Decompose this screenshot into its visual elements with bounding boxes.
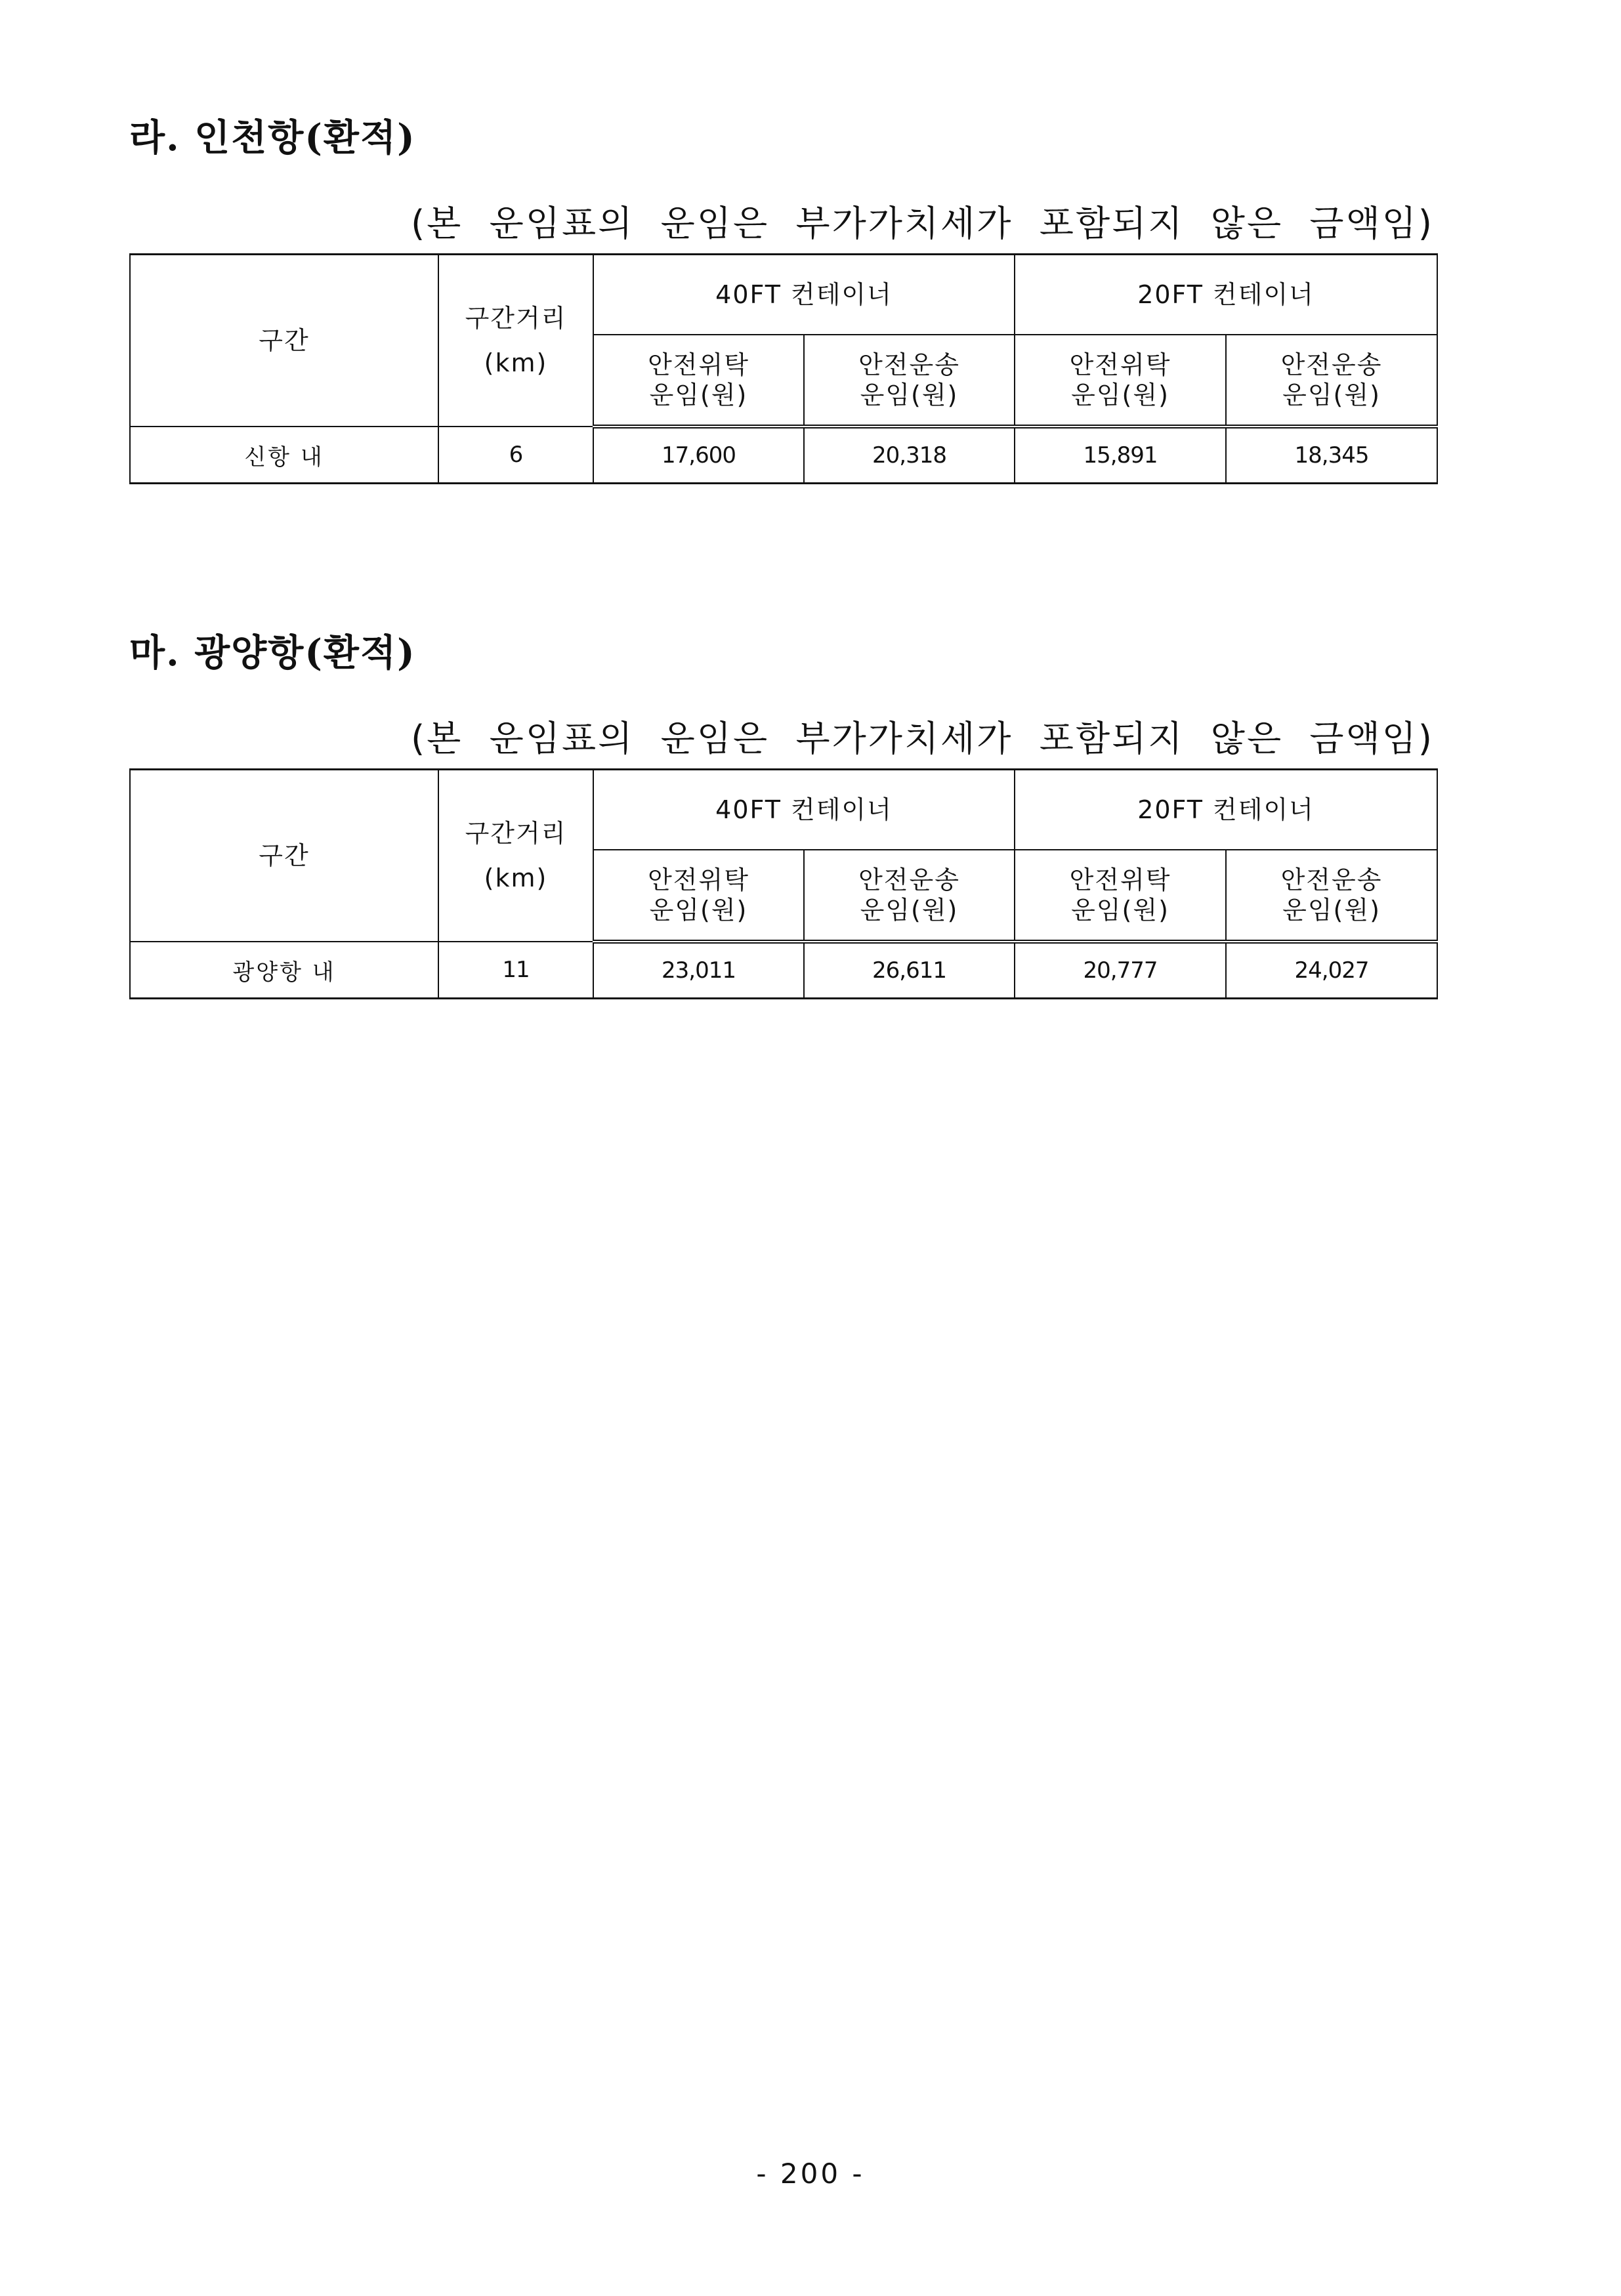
col-header-distance xyxy=(438,770,593,942)
cell-40ft-transport: 20,318 xyxy=(804,427,1015,484)
col-header-40ft-consign xyxy=(593,335,804,427)
col-header-20ft-transport xyxy=(1226,335,1437,427)
col-group-40ft: 40FT 컨테이너 xyxy=(593,770,1015,850)
fare-table xyxy=(129,253,1438,484)
header-line: 운임(원) xyxy=(860,896,959,925)
col-header-distance-line1: 구간거리 xyxy=(465,304,567,333)
col-header-section: 구간 xyxy=(130,255,438,427)
col-group-40ft: 40FT 컨테이너 xyxy=(593,255,1015,335)
vat-note: (본 운임표의 운임은 부가가치세가 포함되지 않은 금액임) xyxy=(411,718,1434,759)
header-line: 운임(원) xyxy=(860,381,959,409)
col-header-distance-line1: 구간거리 xyxy=(465,819,567,848)
page-number: - 200 - xyxy=(756,2158,865,2190)
cell-40ft-transport: 26,611 xyxy=(804,942,1015,999)
header-line: 안전위탁 xyxy=(648,350,749,379)
col-header-20ft-transport xyxy=(1226,850,1437,942)
cell-40ft-consign: 23,011 xyxy=(593,942,804,999)
cell-distance: 6 xyxy=(438,427,593,484)
col-header-20ft-consign xyxy=(1015,850,1226,942)
cell-distance: 11 xyxy=(438,942,593,999)
header-line: 운임(원) xyxy=(1071,381,1169,409)
header-line: 안전운송 xyxy=(1280,350,1383,379)
col-group-20ft: 20FT 컨테이너 xyxy=(1015,770,1437,850)
col-header-distance-line2: (km) xyxy=(484,864,548,892)
cell-section: 신항 내 xyxy=(130,427,438,484)
section-heading: 라. 인천항(환적) xyxy=(129,116,416,159)
col-header-20ft-consign xyxy=(1015,335,1226,427)
table-row xyxy=(130,427,1437,484)
header-line: 운임(원) xyxy=(649,381,748,409)
cell-section: 광양항 내 xyxy=(130,942,438,999)
section-gwangyang xyxy=(129,627,1437,999)
header-line: 운임(원) xyxy=(1282,381,1381,409)
header-line: 안전운송 xyxy=(1280,866,1383,894)
cell-20ft-transport: 24,027 xyxy=(1226,942,1437,999)
vat-note: (본 운임표의 운임은 부가가치세가 포함되지 않은 금액임) xyxy=(411,203,1434,244)
col-header-distance-line2: (km) xyxy=(484,348,548,377)
col-header-40ft-consign xyxy=(593,850,804,942)
cell-40ft-consign: 17,600 xyxy=(593,427,804,484)
header-line: 안전운송 xyxy=(858,350,960,379)
header-line: 운임(원) xyxy=(649,896,748,925)
table-row xyxy=(130,942,1437,999)
header-line: 안전위탁 xyxy=(1069,350,1171,379)
col-header-40ft-transport xyxy=(804,335,1015,427)
section-heading: 마. 광양항(환적) xyxy=(129,631,416,675)
section-incheon xyxy=(129,112,1437,484)
col-header-distance xyxy=(438,255,593,427)
fare-table xyxy=(129,768,1438,999)
col-header-40ft-transport xyxy=(804,850,1015,942)
header-line: 운임(원) xyxy=(1282,896,1381,925)
header-line: 안전위탁 xyxy=(648,866,749,894)
col-header-section: 구간 xyxy=(130,770,438,942)
cell-20ft-consign: 15,891 xyxy=(1015,427,1226,484)
header-line: 운임(원) xyxy=(1071,896,1169,925)
header-line: 안전위탁 xyxy=(1069,866,1171,894)
col-group-20ft: 20FT 컨테이너 xyxy=(1015,255,1437,335)
header-line: 안전운송 xyxy=(858,866,960,894)
cell-20ft-transport: 18,345 xyxy=(1226,427,1437,484)
cell-20ft-consign: 20,777 xyxy=(1015,942,1226,999)
